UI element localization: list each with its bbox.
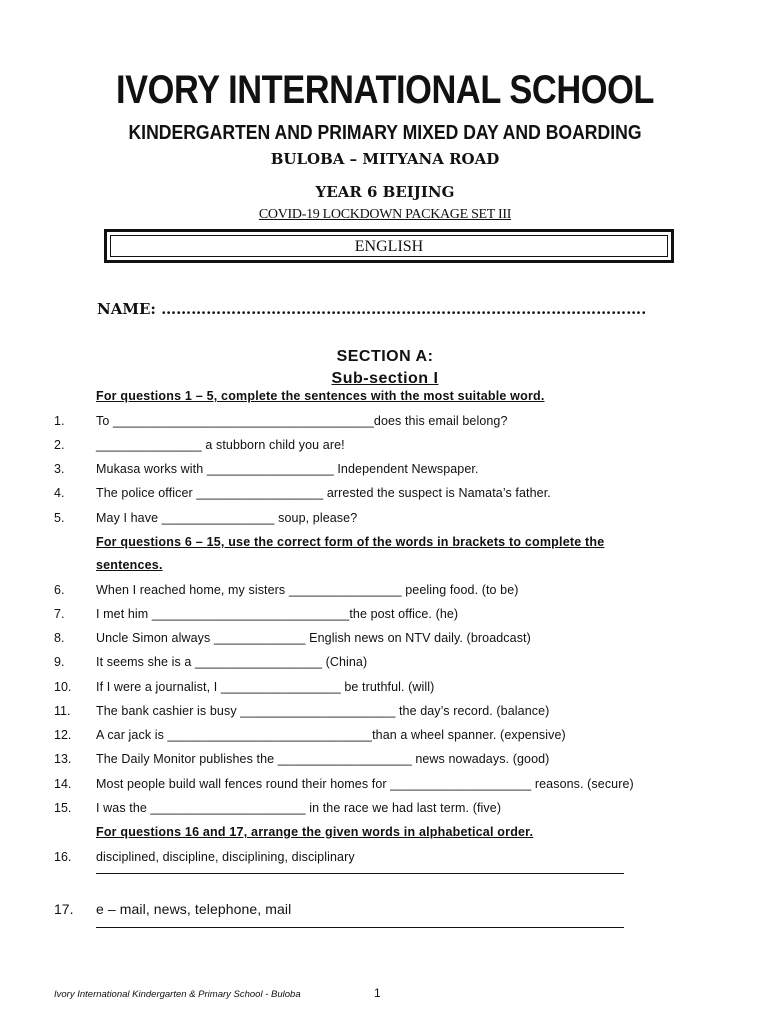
answer-line [96,873,624,874]
question-number: 6. [54,583,65,597]
question-text: I was the ______________________ in the race we had last term. (five) [96,801,502,815]
package-title: COVID-19 LOCKDOWN PACKAGE SET III [258,207,512,222]
question-text: I met him ____________________________the post office. (he) [96,607,459,621]
question-number: 8. [54,631,65,645]
question-text: Most people build wall fences round their homes for ____________________ reasons. (secure) [96,777,634,791]
question-number: 15. [54,801,72,815]
footer-school: Ivory International Kindergarten & Primary School - Buloba [54,989,301,1000]
question-text: disciplined, discipline, disciplining, disciplinary [96,850,355,864]
subject-box [104,229,674,263]
answer-line [96,927,624,928]
question-text: To _____________________________________does this email belong? [96,414,508,428]
page-number: 1 [374,986,381,1000]
question-number: 13. [54,752,72,766]
question-number: 17. [54,901,74,917]
question-number: 10. [54,680,72,694]
instruction-group-2-continued: sentences. [96,558,163,572]
question-text: The Daily Monitor publishes the ___________________ news nowadays. (good) [96,752,550,766]
question-text: It seems she is a __________________ (China) [96,655,368,669]
question-text: The bank cashier is busy ______________________ the day’s record. (balance) [96,704,550,718]
question-number: 16. [54,850,72,864]
question-number: 7. [54,607,65,621]
question-text: Mukasa works with __________________ Independent Newspaper. [96,462,479,476]
question-text: May I have ________________ soup, please? [96,511,358,525]
question-number: 2. [54,438,65,452]
subject-label: ENGLISH [110,235,668,257]
school-subtitle: KINDERGARTEN AND PRIMARY MIXED DAY AND BOARDING [128,122,642,144]
question-number: 9. [54,655,65,669]
section-title: SECTION A: [336,348,434,365]
question-text: If I were a journalist, I _________________ be truthful. (will) [96,680,435,694]
question-number: 12. [54,728,72,742]
instruction-group-2: For questions 6 – 15, use the correct form of the words in brackets to complete the [96,535,605,549]
school-address: BULOBA – MITYANA ROAD [270,150,500,168]
question-text: Uncle Simon always _____________ English news on NTV daily. (broadcast) [96,631,531,645]
subsection-title: Sub-section I [331,370,439,387]
name-field: NAME: ……………………………………………………………………………………. [97,300,647,318]
instruction-group-1: For questions 1 – 5, complete the sentences with the most suitable word. [96,389,545,403]
question-number: 5. [54,511,65,525]
question-number: 3. [54,462,65,476]
school-name: IVORY INTERNATIONAL SCHOOL [116,68,654,112]
question-number: 11. [54,704,71,718]
class-name: YEAR 6 BEIJING [315,183,455,201]
question-text: The police officer __________________ arrested the suspect is Namata’s father. [96,486,551,500]
question-text: A car jack is _____________________________than a wheel spanner. (expensive) [96,728,566,742]
question-text: e – mail, news, telephone, mail [96,901,292,917]
question-number: 14. [54,777,72,791]
question-number: 1. [54,414,65,428]
question-text: _______________ a stubborn child you are! [96,438,345,452]
question-number: 4. [54,486,65,500]
instruction-group-3: For questions 16 and 17, arrange the given words in alphabetical order. [96,825,534,839]
question-text: When I reached home, my sisters ________________ peeling food. (to be) [96,583,519,597]
